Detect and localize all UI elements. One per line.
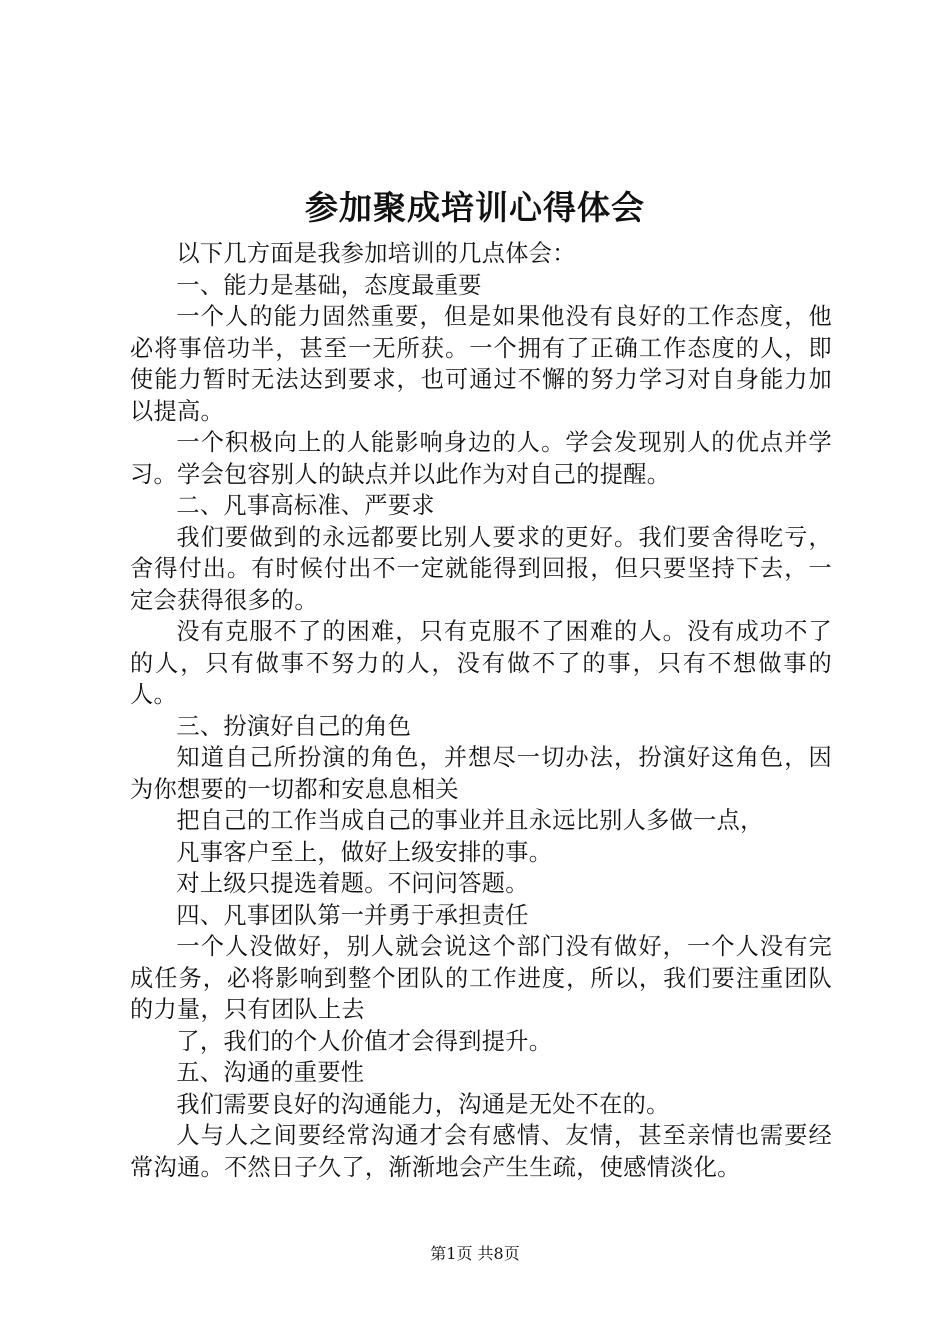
paragraph: 一个人没做好，别人就会说这个部门没有做好，一个人没有完成任务，必将影响到整个团队的工作进度，所以，我们要注重团队的力量，只有团队上去 [130, 933, 832, 1023]
paragraph: 一个积极向上的人能影响身边的人。学会发现别人的优点并学习。学会包容别人的缺点并以此作为对自己的提醒。 [130, 429, 832, 488]
document-title: 参加聚成培训心得体会 [305, 188, 645, 227]
paragraph: 没有克服不了的困难，只有克服不了困难的人。没有成功不了的人，只有做事不努力的人，没有做不了的事，只有不想做事的人。 [130, 618, 832, 708]
paragraph: 了，我们的个人价值才会得到提升。 [176, 1027, 553, 1055]
page-footer: 第1页 共8页 [430, 1244, 520, 1263]
section-heading-5: 五、沟通的重要性 [176, 1059, 365, 1086]
section-heading-2: 二、凡事高标准、严要求 [176, 492, 435, 519]
paragraph: 知道自己所扮演的角色，并想尽一切办法，扮演好这角色，因为你想要的一切都和安息息相关 [130, 744, 832, 803]
paragraph: 人与人之间要经常沟通才会有感情、友情，甚至亲情也需要经常沟通。不然日子久了，渐渐地会产生生疏，使感情淡化。 [130, 1122, 832, 1181]
paragraph: 我们要做到的永远都要比别人要求的更好。我们要舍得吃亏，舍得付出。有时候付出不一定就能得到回报，但只要坚持下去，一定会获得很多的。 [130, 523, 832, 614]
document-body [130, 238, 832, 1183]
paragraph-intro: 以下几方面是我参加培训的几点体会： [176, 240, 576, 267]
section-heading-1: 一、能力是基础，态度最重要 [176, 271, 482, 299]
paragraph: 一个人的能力固然重要，但是如果他没有良好的工作态度，他必将事倍功半，甚至一无所获。一个拥有了正确工作态度的人，即使能力暂时无法达到要求，也可通过不懈的努力学习对自身能力加以提高。 [130, 303, 832, 425]
paragraph: 对上级只提选着题。不问问答题。 [176, 870, 529, 897]
section-heading-4: 四、凡事团队第一并勇于承担责任 [176, 901, 529, 929]
paragraph: 凡事客户至上，做好上级安排的事。 [176, 838, 553, 866]
paragraph: 我们需要良好的沟通能力，沟通是无处不在的。 [176, 1090, 670, 1118]
section-heading-3: 三、扮演好自己的角色 [176, 712, 412, 740]
paragraph: 把自己的工作当成自己的事业并且永远比别人多做一点， [176, 807, 764, 834]
